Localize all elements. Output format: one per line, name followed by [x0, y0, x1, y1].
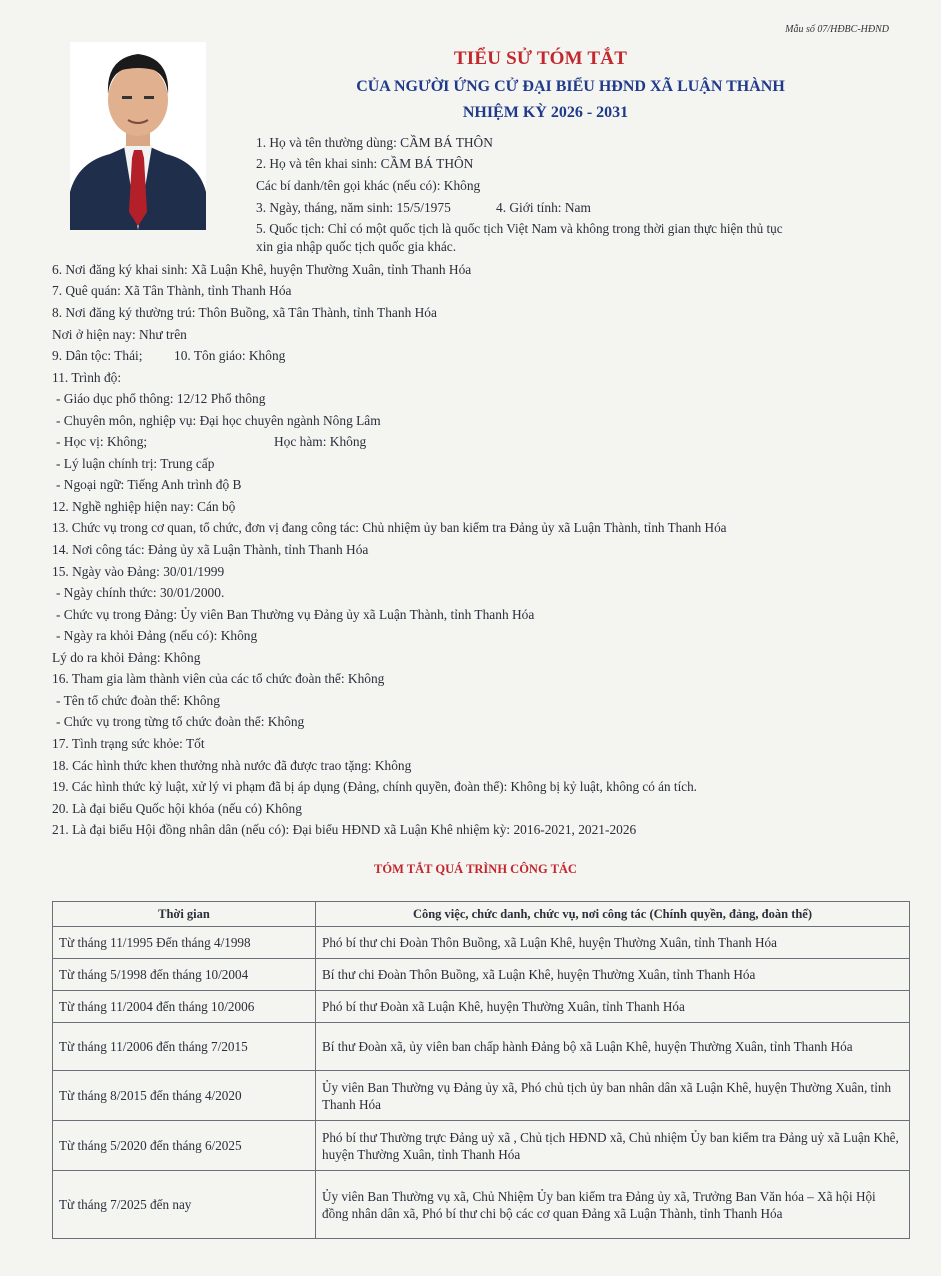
field-political-theory: - Lý luận chính trị: Trung cấp [56, 456, 215, 471]
field-profession: - Chuyên môn, nghiệp vụ: Đại học chuyên ngành Nông Lâm [56, 413, 381, 428]
field-permanent-residence: 8. Nơi đăng ký thường trú: Thôn Buồng, xã Tân Thành, tỉnh Thanh Hóa [52, 305, 437, 320]
field-discipline: 19. Các hình thức kỷ luật, xử lý vi phạm đã bị áp dụng (Đảng, chính quyền, đoàn thể): Không bị kỷ luật, không có án tích. [52, 779, 697, 794]
table-row [53, 991, 910, 1023]
field-nationality: 5. Quốc tịch: Chỉ có một quốc tịch là quốc tịch Việt Nam và không trong thời gian thực hiện thủ tục [256, 221, 783, 236]
field-party-leave-reason: Lý do ra khỏi Đảng: Không [52, 650, 201, 665]
form-number: Mẫu số 07/HĐBC-HĐND [785, 24, 889, 35]
table-row [53, 959, 910, 991]
field-common-name: 1. Họ và tên thường dùng: CẦM BÁ THÔN [256, 135, 493, 150]
field-religion: 10. Tôn giáo: Không [174, 348, 286, 363]
doc-term: NHIỆM KỲ 2026 - 2031 [462, 104, 629, 121]
field-party-join-date: 15. Ngày vào Đảng: 30/01/1999 [52, 564, 225, 579]
field-party-official-date: - Ngày chính thức: 30/01/2000. [56, 585, 225, 600]
header-time: Thời gian [53, 902, 316, 927]
row-time: Từ tháng 11/2004 đến tháng 10/2006 [53, 991, 316, 1023]
field-health: 17. Tình trạng sức khỏe: Tốt [52, 736, 205, 751]
field-degree: - Học vị: Không; [56, 434, 148, 449]
table-row [53, 1023, 910, 1071]
field-occupation: 12. Nghề nghiệp hiện nay: Cán bộ [52, 499, 236, 514]
field-organizations: 16. Tham gia làm thành viên của các tổ chức đoàn thể: Không [52, 671, 385, 686]
table-row [53, 1121, 910, 1171]
field-current-residence: Nơi ở hiện nay: Như trên [52, 327, 187, 342]
row-time: Từ tháng 5/2020 đến tháng 6/2025 [53, 1121, 316, 1171]
field-gender: 4. Giới tính: Nam [496, 200, 591, 215]
table-row [53, 927, 910, 959]
row-description: Phó bí thư Thường trực Đảng uỷ xã , Chủ tịch HĐND xã, Chủ nhiệm Ủy ban kiểm tra Đảng uỷ xã Luận Khê, huyện Thường Xuân, tỉnh Thanh Hóa [316, 1121, 910, 1171]
row-description: Bí thư Đoàn xã, ủy viên ban chấp hành Đảng bộ xã Luận Khê, huyện Thường Xuân, tỉnh Thanh Hóa [316, 1023, 910, 1071]
field-ethnicity: 9. Dân tộc: Thái; [52, 348, 143, 363]
field-foreign-language: - Ngoại ngữ: Tiếng Anh trình độ B [56, 477, 242, 492]
row-description: Phó bí thư chi Đoàn Thôn Buồng, xã Luận Khê, huyện Thường Xuân, tỉnh Thanh Hóa [316, 927, 910, 959]
doc-subtitle: CỦA NGƯỜI ỨNG CỬ ĐẠI BIỂU HĐND XÃ LUẬN THÀNH [356, 78, 785, 95]
header-description: Công việc, chức danh, chức vụ, nơi công tác (Chính quyền, đảng, đoàn thể) [316, 902, 910, 927]
row-time: Từ tháng 11/2006 đến tháng 7/2015 [53, 1023, 316, 1071]
field-position: 13. Chức vụ trong cơ quan, tổ chức, đơn vị đang công tác: Chủ nhiệm ủy ban kiểm tra Đảng ủy xã Luận Thành, tỉnh Thanh Hóa [52, 520, 727, 535]
work-history-title: TÓM TẮT QUÁ TRÌNH CÔNG TÁC [374, 862, 577, 876]
field-birth-date: 3. Ngày, tháng, năm sinh: 15/5/1975 [256, 200, 451, 215]
field-education-heading: 11. Trình độ: [52, 370, 122, 385]
field-party-leave-date: - Ngày ra khỏi Đảng (nếu có): Không [56, 628, 258, 643]
row-time: Từ tháng 7/2025 đến nay [53, 1171, 316, 1239]
field-organization-name: - Tên tổ chức đoàn thể: Không [56, 693, 220, 708]
portrait-photo [70, 42, 206, 230]
field-hometown: 7. Quê quán: Xã Tân Thành, tỉnh Thanh Hóa [52, 283, 292, 298]
table-row [53, 1071, 910, 1121]
row-description: Bí thư chi Đoàn Thôn Buồng, xã Luận Khê, huyện Thường Xuân, tỉnh Thanh Hóa [316, 959, 910, 991]
row-time: Từ tháng 8/2015 đến tháng 4/2020 [53, 1071, 316, 1121]
field-birth-registration: 6. Nơi đăng ký khai sinh: Xã Luận Khê, huyện Thường Xuân, tỉnh Thanh Hóa [52, 262, 472, 277]
field-awards: 18. Các hình thức khen thưởng nhà nước đã được trao tặng: Không [52, 758, 412, 773]
row-time: Từ tháng 11/1995 Đến tháng 4/1998 [53, 927, 316, 959]
field-academic-title: Học hàm: Không [274, 434, 367, 449]
field-nationality-cont: xin gia nhập quốc tịch quốc gia khác. [256, 239, 457, 254]
portrait-image [70, 42, 206, 230]
row-description: Phó bí thư Đoàn xã Luận Khê, huyện Thường Xuân, tỉnh Thanh Hóa [316, 991, 910, 1023]
field-council-delegate: 21. Là đại biểu Hội đồng nhân dân (nếu có): Đại biểu HĐND xã Luận Khê nhiệm kỳ: 2016-2021, 2021-2026 [52, 822, 637, 837]
field-general-education: - Giáo dục phổ thông: 12/12 Phổ thông [56, 391, 266, 406]
field-national-assembly: 20. Là đại biểu Quốc hội khóa (nếu có) Không [52, 801, 302, 816]
doc-title: TIỂU SỬ TÓM TẮT [453, 48, 628, 69]
table-row [53, 1171, 910, 1239]
row-time: Từ tháng 5/1998 đến tháng 10/2004 [53, 959, 316, 991]
field-birth-name: 2. Họ và tên khai sinh: CẦM BÁ THÔN [256, 156, 474, 171]
field-workplace: 14. Nơi công tác: Đảng ủy xã Luận Thành, tỉnh Thanh Hóa [52, 542, 369, 557]
field-aliases: Các bí danh/tên gọi khác (nếu có): Không [256, 178, 481, 193]
work-history-table [52, 901, 910, 1239]
row-description: Ủy viên Ban Thường vụ Đảng ủy xã, Phó chủ tịch ủy ban nhân dân xã Luận Khê, huyện Thường Xuân, tỉnh Thanh Hóa [316, 1071, 910, 1121]
table-header-row [53, 902, 910, 927]
field-organization-position: - Chức vụ trong từng tổ chức đoàn thể: Không [56, 714, 305, 729]
row-description: Ủy viên Ban Thường vụ xã, Chủ Nhiệm Ủy ban kiểm tra Đảng ủy xã, Trưởng Ban Văn hóa – Xã hội Hội đồng nhân dân xã, Phó bí thư chi bộ các cơ quan Đảng xã Luận Thành, tỉnh Thanh Hóa [316, 1171, 910, 1239]
field-party-position: - Chức vụ trong Đảng: Ủy viên Ban Thường vụ Đảng ủy xã Luận Thành, tỉnh Thanh Hóa [56, 607, 535, 622]
